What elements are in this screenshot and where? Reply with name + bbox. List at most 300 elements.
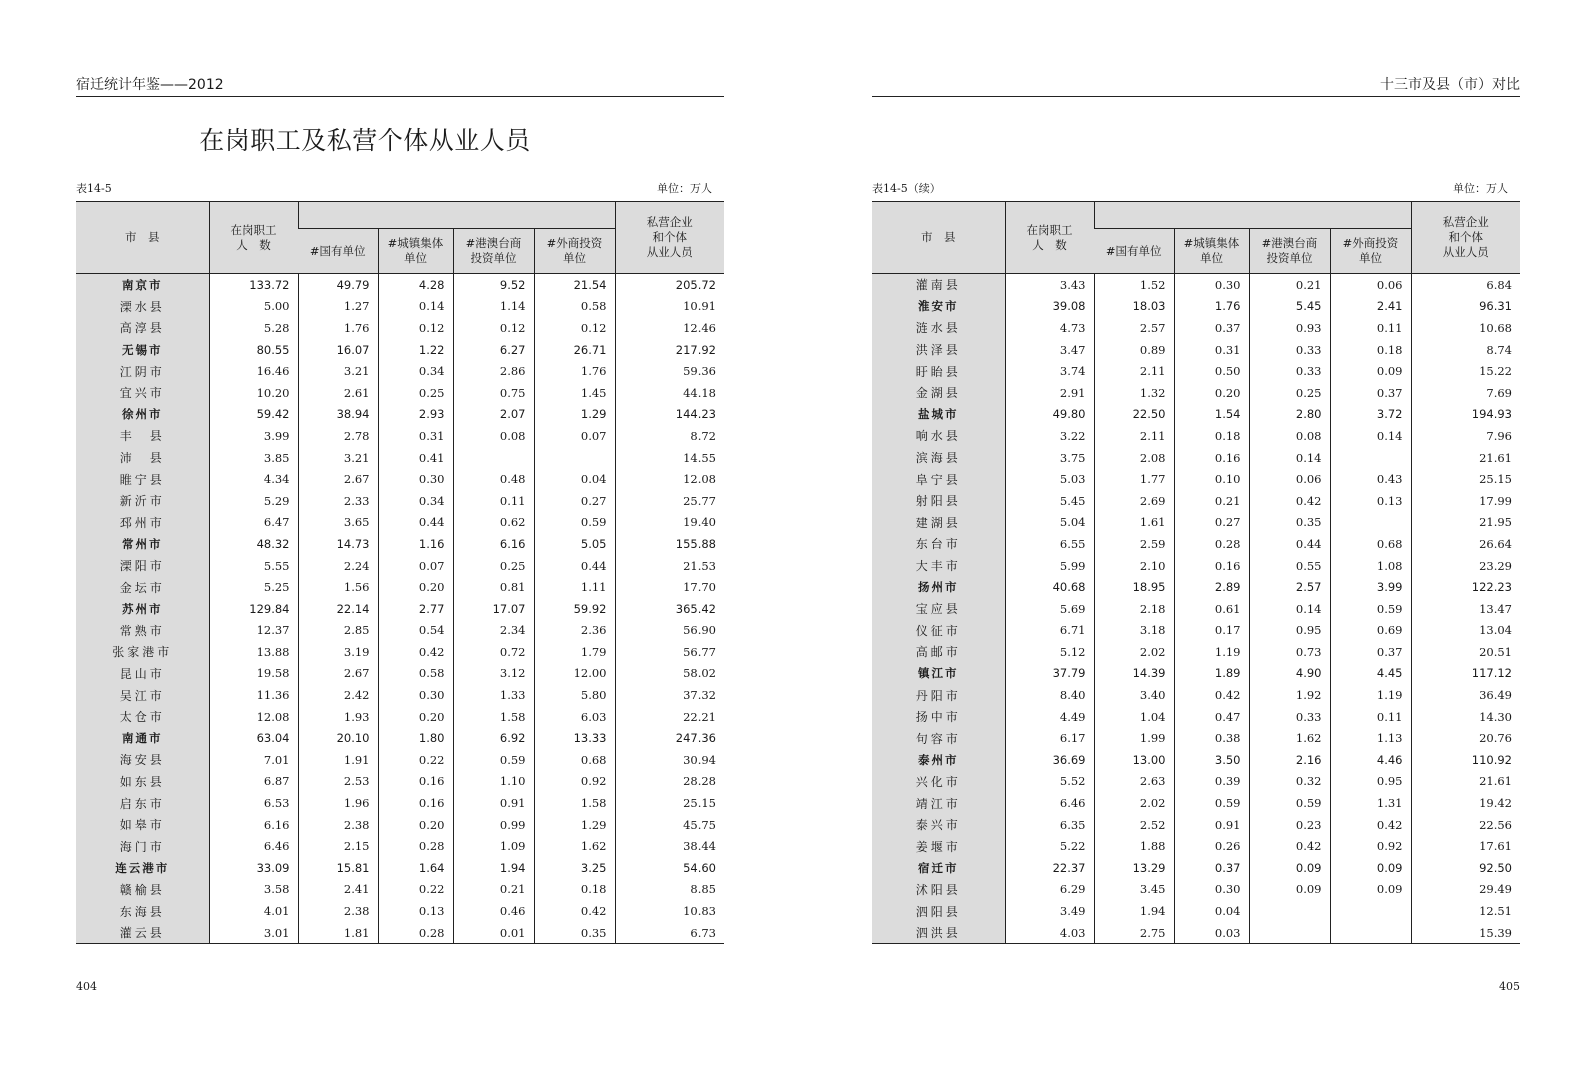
cell-urban-collective: 0.16	[1174, 555, 1249, 577]
cell-hk-macao-tw: 2.07	[453, 404, 534, 426]
cell-employed: 6.55	[1005, 533, 1094, 555]
table-row	[76, 835, 724, 857]
cell-employed: 36.69	[1005, 749, 1094, 771]
table-row	[872, 468, 1520, 490]
cell-urban-collective: 0.20	[378, 576, 453, 598]
cell-employed: 3.01	[209, 922, 298, 944]
table-row	[76, 555, 724, 577]
cell-hk-macao-tw: 0.14	[1249, 447, 1330, 469]
cell-hk-macao-tw: 1.09	[453, 835, 534, 857]
cell-urban-collective: 1.80	[378, 727, 453, 749]
cell-hk-macao-tw: 0.42	[1249, 835, 1330, 857]
header-hk-macao-tw: #港澳台商 投资单位	[453, 229, 534, 274]
cell-hk-macao-tw	[1249, 922, 1330, 944]
cell-state-owned: 2.59	[1094, 533, 1174, 555]
cell-foreign: 3.99	[1330, 576, 1411, 598]
cell-hk-macao-tw: 9.52	[453, 274, 534, 296]
cell-hk-macao-tw: 0.09	[1249, 879, 1330, 901]
cell-private: 7.69	[1411, 382, 1520, 404]
region-name: 赣榆县	[76, 879, 209, 901]
cell-hk-macao-tw: 0.11	[453, 490, 534, 512]
cell-private: 10.68	[1411, 317, 1520, 339]
cell-private: 22.56	[1411, 814, 1520, 836]
cell-foreign: 1.45	[534, 382, 615, 404]
table-row	[76, 684, 724, 706]
cell-private: 15.39	[1411, 922, 1520, 944]
header-spacer	[298, 202, 615, 229]
cell-state-owned: 2.18	[1094, 598, 1174, 620]
region-name: 东海县	[76, 900, 209, 922]
cell-employed: 6.87	[209, 771, 298, 793]
table-row	[872, 425, 1520, 447]
cell-hk-macao-tw: 0.23	[1249, 814, 1330, 836]
table-row	[76, 274, 724, 296]
cell-urban-collective: 0.04	[1174, 900, 1249, 922]
region-name: 宝应县	[872, 598, 1005, 620]
region-name: 句容市	[872, 727, 1005, 749]
cell-employed: 3.99	[209, 425, 298, 447]
cell-urban-collective: 0.10	[1174, 468, 1249, 490]
cell-employed: 33.09	[209, 857, 298, 879]
cell-state-owned: 2.63	[1094, 771, 1174, 793]
cell-foreign: 1.79	[534, 641, 615, 663]
table-row	[76, 447, 724, 469]
header-foreign: #外商投资 单位	[534, 229, 615, 274]
cell-state-owned: 2.75	[1094, 922, 1174, 944]
cell-employed: 3.49	[1005, 900, 1094, 922]
cell-hk-macao-tw	[1249, 900, 1330, 922]
cell-foreign: 13.33	[534, 727, 615, 749]
cell-urban-collective: 0.20	[378, 814, 453, 836]
cell-hk-macao-tw: 0.08	[1249, 425, 1330, 447]
table-row	[872, 555, 1520, 577]
cell-foreign: 5.05	[534, 533, 615, 555]
region-name: 姜堰市	[872, 835, 1005, 857]
cell-state-owned: 2.38	[298, 900, 378, 922]
table-row	[76, 749, 724, 771]
region-name: 泗洪县	[872, 922, 1005, 944]
cell-employed: 129.84	[209, 598, 298, 620]
cell-hk-macao-tw: 0.59	[1249, 792, 1330, 814]
region-name: 灌云县	[76, 922, 209, 944]
region-name: 射阳县	[872, 490, 1005, 512]
cell-urban-collective: 0.50	[1174, 360, 1249, 382]
cell-foreign: 0.44	[534, 555, 615, 577]
cell-foreign: 0.69	[1330, 620, 1411, 642]
cell-private: 29.49	[1411, 879, 1520, 901]
cell-foreign: 0.09	[1330, 857, 1411, 879]
cell-state-owned: 14.73	[298, 533, 378, 555]
cell-private: 56.90	[615, 620, 724, 642]
cell-urban-collective: 0.42	[1174, 684, 1249, 706]
cell-employed: 5.25	[209, 576, 298, 598]
cell-private: 92.50	[1411, 857, 1520, 879]
cell-state-owned: 1.93	[298, 706, 378, 728]
cell-urban-collective: 0.03	[1174, 922, 1249, 944]
region-name: 新沂市	[76, 490, 209, 512]
table-row	[76, 317, 724, 339]
table-body	[76, 274, 724, 944]
cell-state-owned: 22.14	[298, 598, 378, 620]
cell-urban-collective: 0.12	[378, 317, 453, 339]
page-title: 在岗职工及私营个体从业人员	[199, 126, 531, 155]
cell-state-owned: 1.77	[1094, 468, 1174, 490]
cell-employed: 6.71	[1005, 620, 1094, 642]
table-label: 表14-5（续）	[872, 182, 941, 195]
table-row	[872, 274, 1520, 296]
table-row	[76, 360, 724, 382]
cell-private: 28.28	[615, 771, 724, 793]
table-caption-left	[76, 181, 724, 199]
cell-foreign: 0.68	[534, 749, 615, 771]
cell-foreign: 1.62	[534, 835, 615, 857]
cell-private: 44.18	[615, 382, 724, 404]
cell-state-owned: 1.81	[298, 922, 378, 944]
region-name: 扬中市	[872, 706, 1005, 728]
region-name: 涟水县	[872, 317, 1005, 339]
cell-state-owned: 1.76	[298, 317, 378, 339]
region-name: 吴江市	[76, 684, 209, 706]
cell-hk-macao-tw: 6.27	[453, 339, 534, 361]
cell-hk-macao-tw: 0.62	[453, 512, 534, 534]
table-row	[872, 447, 1520, 469]
table-row	[76, 922, 724, 944]
cell-private: 54.60	[615, 857, 724, 879]
cell-hk-macao-tw: 1.33	[453, 684, 534, 706]
cell-state-owned: 1.61	[1094, 512, 1174, 534]
cell-urban-collective: 0.21	[1174, 490, 1249, 512]
cell-urban-collective: 0.61	[1174, 598, 1249, 620]
region-name: 滨海县	[872, 447, 1005, 469]
cell-urban-collective: 2.77	[378, 598, 453, 620]
cell-private: 20.51	[1411, 641, 1520, 663]
cell-state-owned: 1.04	[1094, 706, 1174, 728]
cell-foreign: 0.42	[1330, 814, 1411, 836]
cell-private: 19.40	[615, 512, 724, 534]
cell-hk-macao-tw: 0.21	[453, 879, 534, 901]
cell-private: 17.70	[615, 576, 724, 598]
cell-private: 217.92	[615, 339, 724, 361]
header-region: 市 县	[872, 202, 1005, 274]
region-name: 盱眙县	[872, 360, 1005, 382]
cell-hk-macao-tw: 0.48	[453, 468, 534, 490]
table-row	[76, 533, 724, 555]
table-header	[76, 202, 724, 274]
cell-private: 14.55	[615, 447, 724, 469]
table-row	[872, 727, 1520, 749]
cell-hk-macao-tw: 0.33	[1249, 706, 1330, 728]
table-row	[76, 468, 724, 490]
cell-state-owned: 2.85	[298, 620, 378, 642]
cell-urban-collective: 0.31	[1174, 339, 1249, 361]
region-name: 宿迁市	[872, 857, 1005, 879]
cell-urban-collective: 0.38	[1174, 727, 1249, 749]
cell-state-owned: 2.38	[298, 814, 378, 836]
cell-state-owned: 2.24	[298, 555, 378, 577]
cell-state-owned: 13.29	[1094, 857, 1174, 879]
cell-foreign: 0.92	[1330, 835, 1411, 857]
cell-urban-collective: 0.17	[1174, 620, 1249, 642]
cell-private: 247.36	[615, 727, 724, 749]
cell-employed: 6.46	[1005, 792, 1094, 814]
cell-state-owned: 20.10	[298, 727, 378, 749]
table-row	[872, 382, 1520, 404]
region-name: 睢宁县	[76, 468, 209, 490]
cell-foreign: 4.45	[1330, 663, 1411, 685]
cell-private: 36.49	[1411, 684, 1520, 706]
cell-private: 19.42	[1411, 792, 1520, 814]
cell-hk-macao-tw: 0.12	[453, 317, 534, 339]
table-row	[76, 339, 724, 361]
region-name: 东台市	[872, 533, 1005, 555]
cell-hk-macao-tw	[453, 447, 534, 469]
cell-hk-macao-tw: 4.90	[1249, 663, 1330, 685]
cell-urban-collective: 1.54	[1174, 404, 1249, 426]
table-row	[872, 641, 1520, 663]
table-row	[872, 663, 1520, 685]
cell-state-owned: 2.11	[1094, 360, 1174, 382]
cell-hk-macao-tw: 6.92	[453, 727, 534, 749]
cell-foreign: 0.07	[534, 425, 615, 447]
cell-employed: 13.88	[209, 641, 298, 663]
cell-foreign: 5.80	[534, 684, 615, 706]
cell-foreign	[1330, 900, 1411, 922]
region-name: 丹阳市	[872, 684, 1005, 706]
cell-urban-collective: 0.16	[378, 792, 453, 814]
cell-employed: 5.12	[1005, 641, 1094, 663]
cell-state-owned: 2.69	[1094, 490, 1174, 512]
region-name: 仪征市	[872, 620, 1005, 642]
table-row	[872, 339, 1520, 361]
cell-hk-macao-tw: 0.06	[1249, 468, 1330, 490]
cell-urban-collective: 1.64	[378, 857, 453, 879]
region-name: 靖江市	[872, 792, 1005, 814]
table-row	[76, 425, 724, 447]
cell-employed: 5.28	[209, 317, 298, 339]
cell-hk-macao-tw: 0.75	[453, 382, 534, 404]
cell-urban-collective: 0.13	[378, 900, 453, 922]
cell-foreign: 0.43	[1330, 468, 1411, 490]
cell-private: 194.93	[1411, 404, 1520, 426]
cell-hk-macao-tw: 0.09	[1249, 857, 1330, 879]
cell-state-owned: 3.40	[1094, 684, 1174, 706]
table-row	[76, 620, 724, 642]
cell-employed: 6.47	[209, 512, 298, 534]
region-name: 常州市	[76, 533, 209, 555]
cell-hk-macao-tw: 1.92	[1249, 684, 1330, 706]
cell-employed: 3.85	[209, 447, 298, 469]
table-row	[872, 771, 1520, 793]
region-name: 太仓市	[76, 706, 209, 728]
cell-state-owned: 2.10	[1094, 555, 1174, 577]
cell-foreign: 0.42	[534, 900, 615, 922]
cell-foreign: 12.00	[534, 663, 615, 685]
cell-hk-macao-tw: 0.91	[453, 792, 534, 814]
cell-hk-macao-tw: 0.25	[1249, 382, 1330, 404]
cell-hk-macao-tw: 0.72	[453, 641, 534, 663]
region-name: 沭阳县	[872, 879, 1005, 901]
region-name: 镇江市	[872, 663, 1005, 685]
cell-state-owned: 3.19	[298, 641, 378, 663]
cell-state-owned: 15.81	[298, 857, 378, 879]
region-name: 扬州市	[872, 576, 1005, 598]
cell-private: 17.61	[1411, 835, 1520, 857]
table-row	[76, 641, 724, 663]
cell-state-owned: 22.50	[1094, 404, 1174, 426]
cell-hk-macao-tw: 2.34	[453, 620, 534, 642]
cell-foreign: 0.27	[534, 490, 615, 512]
table-row	[872, 533, 1520, 555]
cell-employed: 40.68	[1005, 576, 1094, 598]
unit-label: 单位：万人	[1453, 182, 1508, 195]
cell-foreign: 0.09	[1330, 879, 1411, 901]
table-row	[872, 792, 1520, 814]
table-row	[76, 857, 724, 879]
cell-employed: 133.72	[209, 274, 298, 296]
table-row	[872, 598, 1520, 620]
cell-state-owned: 16.07	[298, 339, 378, 361]
cell-state-owned: 1.91	[298, 749, 378, 771]
cell-state-owned: 1.56	[298, 576, 378, 598]
cell-state-owned: 2.52	[1094, 814, 1174, 836]
cell-urban-collective: 1.76	[1174, 296, 1249, 318]
cell-state-owned: 3.45	[1094, 879, 1174, 901]
cell-urban-collective: 2.89	[1174, 576, 1249, 598]
cell-foreign: 0.11	[1330, 317, 1411, 339]
cell-employed: 5.04	[1005, 512, 1094, 534]
cell-foreign: 0.35	[534, 922, 615, 944]
cell-private: 96.31	[1411, 296, 1520, 318]
cell-employed: 5.29	[209, 490, 298, 512]
table-body	[872, 274, 1520, 944]
region-name: 张家港市	[76, 641, 209, 663]
cell-private: 26.64	[1411, 533, 1520, 555]
cell-foreign	[534, 447, 615, 469]
cell-foreign: 0.14	[1330, 425, 1411, 447]
region-name: 建湖县	[872, 512, 1005, 534]
cell-state-owned: 18.03	[1094, 296, 1174, 318]
region-name: 金坛市	[76, 576, 209, 598]
cell-private: 13.04	[1411, 620, 1520, 642]
cell-foreign: 0.13	[1330, 490, 1411, 512]
region-name: 邳州市	[76, 512, 209, 534]
cell-foreign: 1.13	[1330, 727, 1411, 749]
cell-private: 45.75	[615, 814, 724, 836]
table-row	[872, 879, 1520, 901]
cell-employed: 4.73	[1005, 317, 1094, 339]
cell-employed: 3.74	[1005, 360, 1094, 382]
region-name: 高淳县	[76, 317, 209, 339]
region-name: 溧水县	[76, 296, 209, 318]
header-spacer	[1094, 202, 1411, 229]
cell-hk-macao-tw: 2.86	[453, 360, 534, 382]
cell-hk-macao-tw: 2.57	[1249, 576, 1330, 598]
region-name: 昆山市	[76, 663, 209, 685]
cell-foreign: 59.92	[534, 598, 615, 620]
cell-state-owned: 2.53	[298, 771, 378, 793]
cell-private: 15.22	[1411, 360, 1520, 382]
cell-employed: 63.04	[209, 727, 298, 749]
region-name: 淮安市	[872, 296, 1005, 318]
region-name: 徐州市	[76, 404, 209, 426]
cell-urban-collective: 0.27	[1174, 512, 1249, 534]
cell-employed: 6.35	[1005, 814, 1094, 836]
region-name: 启东市	[76, 792, 209, 814]
cell-state-owned: 2.42	[298, 684, 378, 706]
cell-hk-macao-tw: 0.95	[1249, 620, 1330, 642]
header-state-owned: #国有单位	[298, 229, 378, 274]
cell-state-owned: 1.96	[298, 792, 378, 814]
cell-state-owned: 2.08	[1094, 447, 1174, 469]
cell-hk-macao-tw: 1.10	[453, 771, 534, 793]
cell-hk-macao-tw: 0.33	[1249, 339, 1330, 361]
cell-foreign: 3.25	[534, 857, 615, 879]
cell-urban-collective: 0.16	[378, 771, 453, 793]
cell-state-owned: 1.52	[1094, 274, 1174, 296]
cell-foreign: 1.76	[534, 360, 615, 382]
region-name: 如皋市	[76, 814, 209, 836]
cell-foreign: 0.59	[1330, 598, 1411, 620]
cell-employed: 4.01	[209, 900, 298, 922]
cell-private: 21.95	[1411, 512, 1520, 534]
page-number: 405	[1499, 980, 1520, 993]
cell-state-owned: 3.18	[1094, 620, 1174, 642]
cell-private: 110.92	[1411, 749, 1520, 771]
cell-foreign: 1.29	[534, 814, 615, 836]
cell-employed: 6.29	[1005, 879, 1094, 901]
cell-employed: 4.34	[209, 468, 298, 490]
cell-urban-collective: 0.30	[378, 684, 453, 706]
cell-employed: 6.16	[209, 814, 298, 836]
cell-foreign: 1.19	[1330, 684, 1411, 706]
cell-employed: 59.42	[209, 404, 298, 426]
table-row	[76, 598, 724, 620]
cell-foreign: 21.54	[534, 274, 615, 296]
cell-hk-macao-tw: 0.25	[453, 555, 534, 577]
header-urban-collective: #城镇集体 单位	[1174, 229, 1249, 274]
cell-employed: 7.01	[209, 749, 298, 771]
cell-private: 22.21	[615, 706, 724, 728]
region-name: 泰兴市	[872, 814, 1005, 836]
cell-private: 7.96	[1411, 425, 1520, 447]
cell-hk-macao-tw: 3.12	[453, 663, 534, 685]
cell-foreign: 0.12	[534, 317, 615, 339]
region-name: 如东县	[76, 771, 209, 793]
cell-state-owned: 2.15	[298, 835, 378, 857]
cell-state-owned: 2.67	[298, 663, 378, 685]
cell-urban-collective: 0.37	[1174, 857, 1249, 879]
cell-urban-collective: 0.39	[1174, 771, 1249, 793]
cell-employed: 12.08	[209, 706, 298, 728]
cell-foreign: 0.95	[1330, 771, 1411, 793]
cell-foreign: 0.92	[534, 771, 615, 793]
cell-private: 122.23	[1411, 576, 1520, 598]
cell-foreign: 1.08	[1330, 555, 1411, 577]
cell-urban-collective: 0.34	[378, 360, 453, 382]
cell-employed: 5.55	[209, 555, 298, 577]
cell-hk-macao-tw: 0.01	[453, 922, 534, 944]
cell-private: 56.77	[615, 641, 724, 663]
table-row	[872, 922, 1520, 944]
cell-urban-collective: 0.30	[1174, 274, 1249, 296]
cell-state-owned: 1.32	[1094, 382, 1174, 404]
table-row	[872, 360, 1520, 382]
region-name: 海安县	[76, 749, 209, 771]
cell-hk-macao-tw: 0.46	[453, 900, 534, 922]
table-row	[76, 792, 724, 814]
cell-private: 12.46	[615, 317, 724, 339]
cell-foreign: 0.59	[534, 512, 615, 534]
